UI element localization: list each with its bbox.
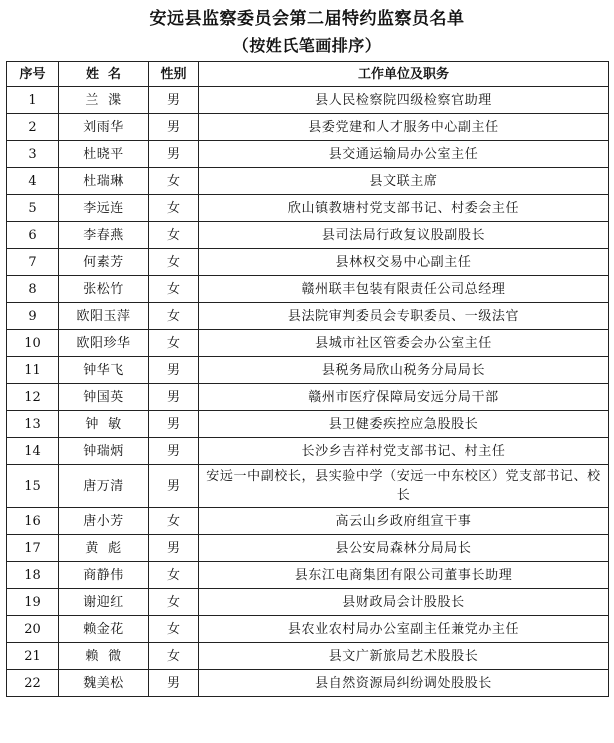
document-title: 安远县监察委员会第二届特约监察员名单 — [149, 9, 465, 29]
cell-gender: 女 — [149, 330, 199, 357]
cell-gender: 女 — [149, 276, 199, 303]
cell-gender: 女 — [149, 195, 199, 222]
cell-job: 县人民检察院四级检察官助理 — [199, 87, 609, 114]
cell-job: 赣州联丰包装有限责任公司总经理 — [199, 276, 609, 303]
cell-name: 李春燕 — [59, 222, 149, 249]
table-row — [7, 384, 609, 411]
cell-no: 2 — [7, 114, 59, 141]
cell-no: 5 — [7, 195, 59, 222]
table-row — [7, 411, 609, 438]
cell-name: 何素芳 — [59, 249, 149, 276]
table-row — [7, 643, 609, 670]
table-row — [7, 222, 609, 249]
cell-no: 22 — [7, 670, 59, 697]
cell-gender: 男 — [149, 465, 199, 508]
cell-gender: 男 — [149, 87, 199, 114]
cell-job: 县林权交易中心副主任 — [199, 249, 609, 276]
header-name: 姓 名 — [59, 62, 149, 87]
cell-job: 高云山乡政府组宣干事 — [199, 508, 609, 535]
table-row — [7, 303, 609, 330]
cell-name: 谢迎红 — [59, 589, 149, 616]
table-row — [7, 589, 609, 616]
cell-no: 19 — [7, 589, 59, 616]
cell-name: 杜晓平 — [59, 141, 149, 168]
cell-job: 赣州市医疗保障局安远分局干部 — [199, 384, 609, 411]
cell-name: 欧阳珍华 — [59, 330, 149, 357]
cell-gender: 女 — [149, 303, 199, 330]
roster-table — [6, 61, 609, 697]
table-row — [7, 249, 609, 276]
cell-job: 县文联主席 — [199, 168, 609, 195]
document-subtitle: （按姓氏笔画排序） — [232, 36, 382, 55]
cell-no: 13 — [7, 411, 59, 438]
cell-no: 17 — [7, 535, 59, 562]
cell-no: 14 — [7, 438, 59, 465]
cell-name: 钟瑞炳 — [59, 438, 149, 465]
cell-name: 赖金花 — [59, 616, 149, 643]
cell-job: 县交通运输局办公室主任 — [199, 141, 609, 168]
cell-name: 商静伟 — [59, 562, 149, 589]
cell-job: 县自然资源局纠纷调处股股长 — [199, 670, 609, 697]
cell-name: 黄 彪 — [59, 535, 149, 562]
header-job: 工作单位及职务 — [199, 62, 609, 87]
cell-no: 18 — [7, 562, 59, 589]
cell-name: 钟 敏 — [59, 411, 149, 438]
cell-gender: 女 — [149, 222, 199, 249]
cell-gender: 女 — [149, 616, 199, 643]
cell-name: 赖 微 — [59, 643, 149, 670]
cell-no: 4 — [7, 168, 59, 195]
cell-name: 唐小芳 — [59, 508, 149, 535]
table-row — [7, 535, 609, 562]
cell-name: 刘雨华 — [59, 114, 149, 141]
cell-no: 11 — [7, 357, 59, 384]
table-row — [7, 508, 609, 535]
cell-job: 县东江电商集团有限公司董事长助理 — [199, 562, 609, 589]
header-no: 序号 — [7, 62, 59, 87]
cell-name: 钟国英 — [59, 384, 149, 411]
table-row — [7, 357, 609, 384]
cell-job: 县城市社区管委会办公室主任 — [199, 330, 609, 357]
cell-gender: 男 — [149, 384, 199, 411]
cell-gender: 男 — [149, 114, 199, 141]
cell-no: 1 — [7, 87, 59, 114]
table-row — [7, 168, 609, 195]
table-row — [7, 330, 609, 357]
cell-job: 县公安局森林分局局长 — [199, 535, 609, 562]
table-row — [7, 195, 609, 222]
cell-name: 欧阳玉萍 — [59, 303, 149, 330]
cell-job: 县农业农村局办公室副主任兼党办主任 — [199, 616, 609, 643]
cell-no: 6 — [7, 222, 59, 249]
table-row — [7, 141, 609, 168]
cell-job: 县法院审判委员会专职委员、一级法官 — [199, 303, 609, 330]
cell-name: 张松竹 — [59, 276, 149, 303]
cell-job: 长沙乡吉祥村党支部书记、村主任 — [199, 438, 609, 465]
cell-name: 杜瑞琳 — [59, 168, 149, 195]
cell-no: 3 — [7, 141, 59, 168]
cell-gender: 女 — [149, 562, 199, 589]
cell-gender: 女 — [149, 589, 199, 616]
cell-job: 县卫健委疾控应急股股长 — [199, 411, 609, 438]
cell-gender: 男 — [149, 411, 199, 438]
cell-job: 县税务局欣山税务分局局长 — [199, 357, 609, 384]
table-row — [7, 87, 609, 114]
cell-name: 李远连 — [59, 195, 149, 222]
cell-job: 县文广新旅局艺术股股长 — [199, 643, 609, 670]
cell-no: 20 — [7, 616, 59, 643]
cell-gender: 男 — [149, 141, 199, 168]
cell-name: 魏美松 — [59, 670, 149, 697]
cell-no: 15 — [7, 465, 59, 508]
cell-gender: 男 — [149, 438, 199, 465]
cell-gender: 男 — [149, 670, 199, 697]
cell-job: 欣山镇教塘村党支部书记、村委会主任 — [199, 195, 609, 222]
cell-name: 钟华飞 — [59, 357, 149, 384]
cell-no: 12 — [7, 384, 59, 411]
table-row — [7, 670, 609, 697]
cell-gender: 女 — [149, 643, 199, 670]
cell-gender: 男 — [149, 535, 199, 562]
cell-no: 21 — [7, 643, 59, 670]
cell-no: 7 — [7, 249, 59, 276]
cell-name: 唐万清 — [59, 465, 149, 508]
cell-no: 10 — [7, 330, 59, 357]
cell-gender: 女 — [149, 249, 199, 276]
cell-job: 安远一中副校长，县实验中学（安远一中东校区）党支部书记、校长 — [199, 465, 609, 508]
cell-job: 县司法局行政复议股副股长 — [199, 222, 609, 249]
cell-no: 8 — [7, 276, 59, 303]
table-row — [7, 562, 609, 589]
header-gender: 性别 — [149, 62, 199, 87]
cell-no: 9 — [7, 303, 59, 330]
header-row — [7, 62, 609, 87]
table-row — [7, 276, 609, 303]
cell-job: 县财政局会计股股长 — [199, 589, 609, 616]
table-row — [7, 465, 609, 508]
cell-gender: 女 — [149, 168, 199, 195]
cell-no: 16 — [7, 508, 59, 535]
cell-gender: 男 — [149, 357, 199, 384]
cell-gender: 女 — [149, 508, 199, 535]
cell-job: 县委党建和人才服务中心副主任 — [199, 114, 609, 141]
table-row — [7, 114, 609, 141]
table-row — [7, 438, 609, 465]
table-row — [7, 616, 609, 643]
cell-name: 兰 渫 — [59, 87, 149, 114]
